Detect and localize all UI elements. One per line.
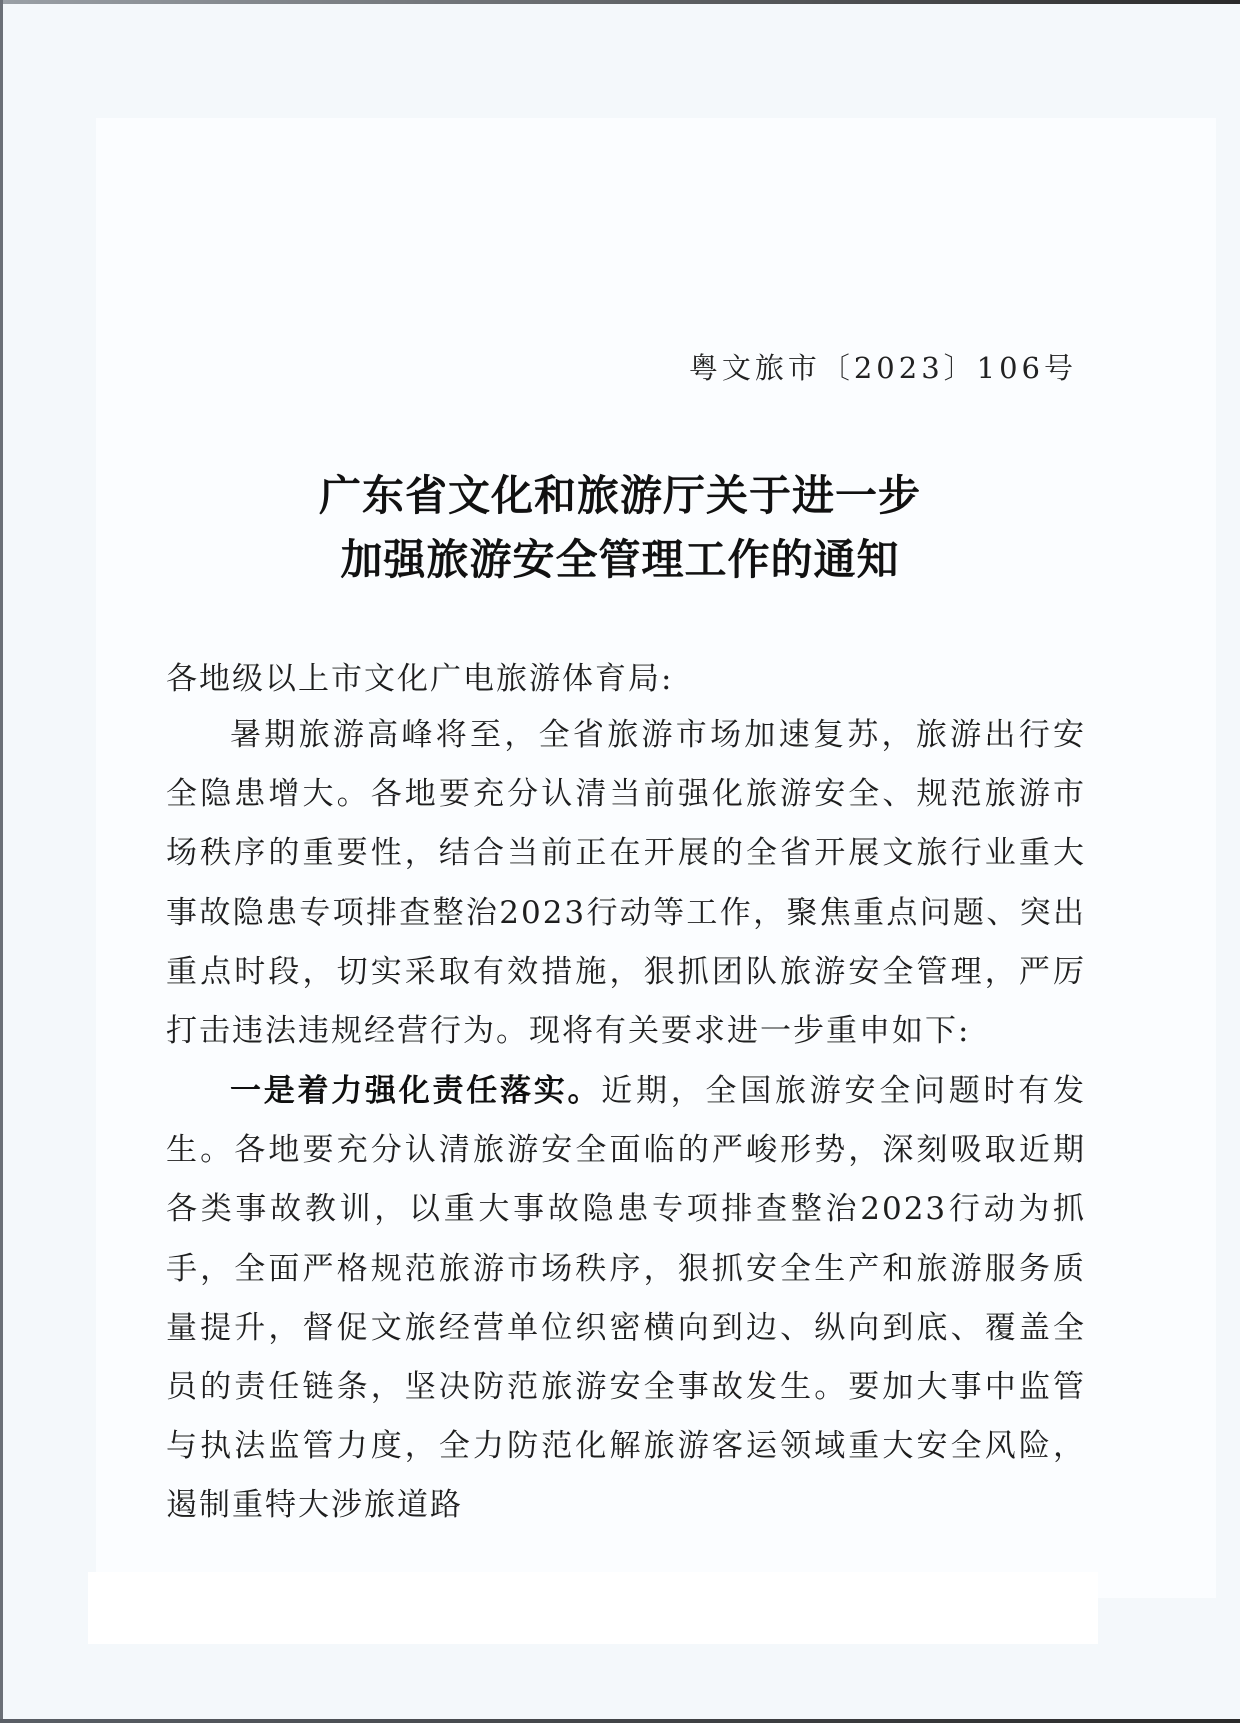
- redaction-patch: [88, 1572, 1098, 1644]
- document-title-line-2: 加强旅游安全管理工作的通知: [340, 535, 900, 584]
- scan-edge-bottom: [0, 1719, 1240, 1723]
- paragraph-lead: 一是着力强化责任落实。: [230, 1073, 602, 1109]
- paragraph-text: 近期，全国旅游安全问题时有发生。各地要充分认清旅游安全面临的严峻形势，深刻吸取近期各类事故教训，以重大事故隐患专项排查整治2023行动为抓手，全面严格规范旅游市场秩序，狠抓安全生产和旅游服务质量提升，督促文旅经营单位织密横向到边、纵向到底、覆盖全员的责任链条，坚决防范旅游安全事故发生。要加大事中监管与执法监管力度，全力防范化解旅游客运领域重大安全风险，遏制重特大涉旅道路: [166, 1073, 1086, 1524]
- document-title-line-1: 广东省文化和旅游厅关于进一步: [318, 471, 921, 520]
- salutation: 各地级以上市文化广电旅游体育局:: [166, 661, 674, 697]
- paragraph-intro: [166, 706, 1086, 1061]
- scan-edge-top: [0, 0, 1240, 4]
- scan-edge-left: [0, 0, 3, 1723]
- paragraph-text: 暑期旅游高峰将至，全省旅游市场加速复苏，旅游出行安全隐患增大。各地要充分认清当前强化旅游安全、规范旅游市场秩序的重要性，结合当前正在开展的全省开展文旅行业重大事故隐患专项排查整治2023行动等工作，聚焦重点问题、突出重点时段，切实采取有效措施，狠抓团队旅游安全管理，严厉打击违法违规经营行为。现将有关要求进一步重申如下:: [166, 717, 1086, 1050]
- document-number: 粤文旅市〔2023〕106号: [688, 351, 1077, 385]
- paragraph-responsibility: [166, 1062, 1086, 1536]
